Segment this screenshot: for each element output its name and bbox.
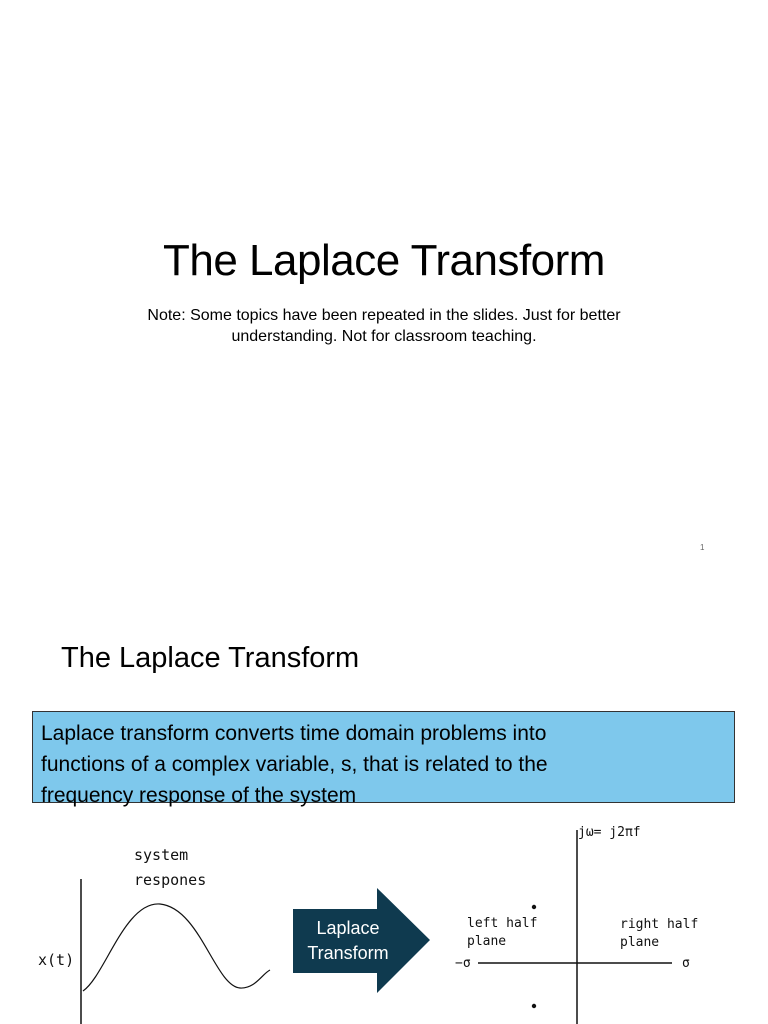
- slide-title: The Laplace Transform: [61, 642, 360, 674]
- pole-lower: [532, 1004, 536, 1008]
- right-half-label-line-2: plane: [620, 935, 660, 950]
- slide-2: [0, 576, 768, 1024]
- laplace-transform-arrow: [293, 888, 430, 993]
- box-line-3: frequency response of the system: [41, 784, 357, 807]
- slide-title: The Laplace Transform: [163, 236, 605, 285]
- arrow-shape: [293, 888, 430, 993]
- system-label-line-2: respones: [134, 871, 207, 889]
- arrow-label-line-1: Laplace: [316, 918, 380, 938]
- left-half-label-line-1: left half: [467, 916, 538, 931]
- negative-sigma-label: −σ: [455, 956, 471, 971]
- note-line-1: Note: Some topics have been repeated in the slides. Just for better: [147, 307, 621, 324]
- definition-box: [32, 711, 735, 807]
- note-line-2: understanding. Not for classroom teaching.: [231, 328, 537, 345]
- sine-curve: [83, 904, 270, 991]
- pole-upper: [532, 905, 536, 909]
- box-line-1: Laplace transform converts time domain problems into: [41, 722, 547, 745]
- time-domain-plot: [38, 846, 270, 1024]
- laplace-diagram: [0, 816, 768, 1024]
- slide-number: 1: [700, 543, 705, 552]
- arrow-label-line-2: Transform: [307, 943, 389, 963]
- s-plane-plot: [455, 825, 698, 1024]
- positive-sigma-label: σ: [682, 956, 690, 971]
- slide-note: [100, 305, 668, 347]
- left-half-label-line-2: plane: [467, 934, 507, 949]
- x-of-t-label: x(t): [38, 951, 75, 969]
- imaginary-axis-label: jω= j2πf: [578, 825, 641, 840]
- system-label-line-1: system: [134, 846, 189, 864]
- right-half-label-line-1: right half: [620, 917, 699, 932]
- box-line-2: functions of a complex variable, s, that is related to the: [41, 753, 548, 776]
